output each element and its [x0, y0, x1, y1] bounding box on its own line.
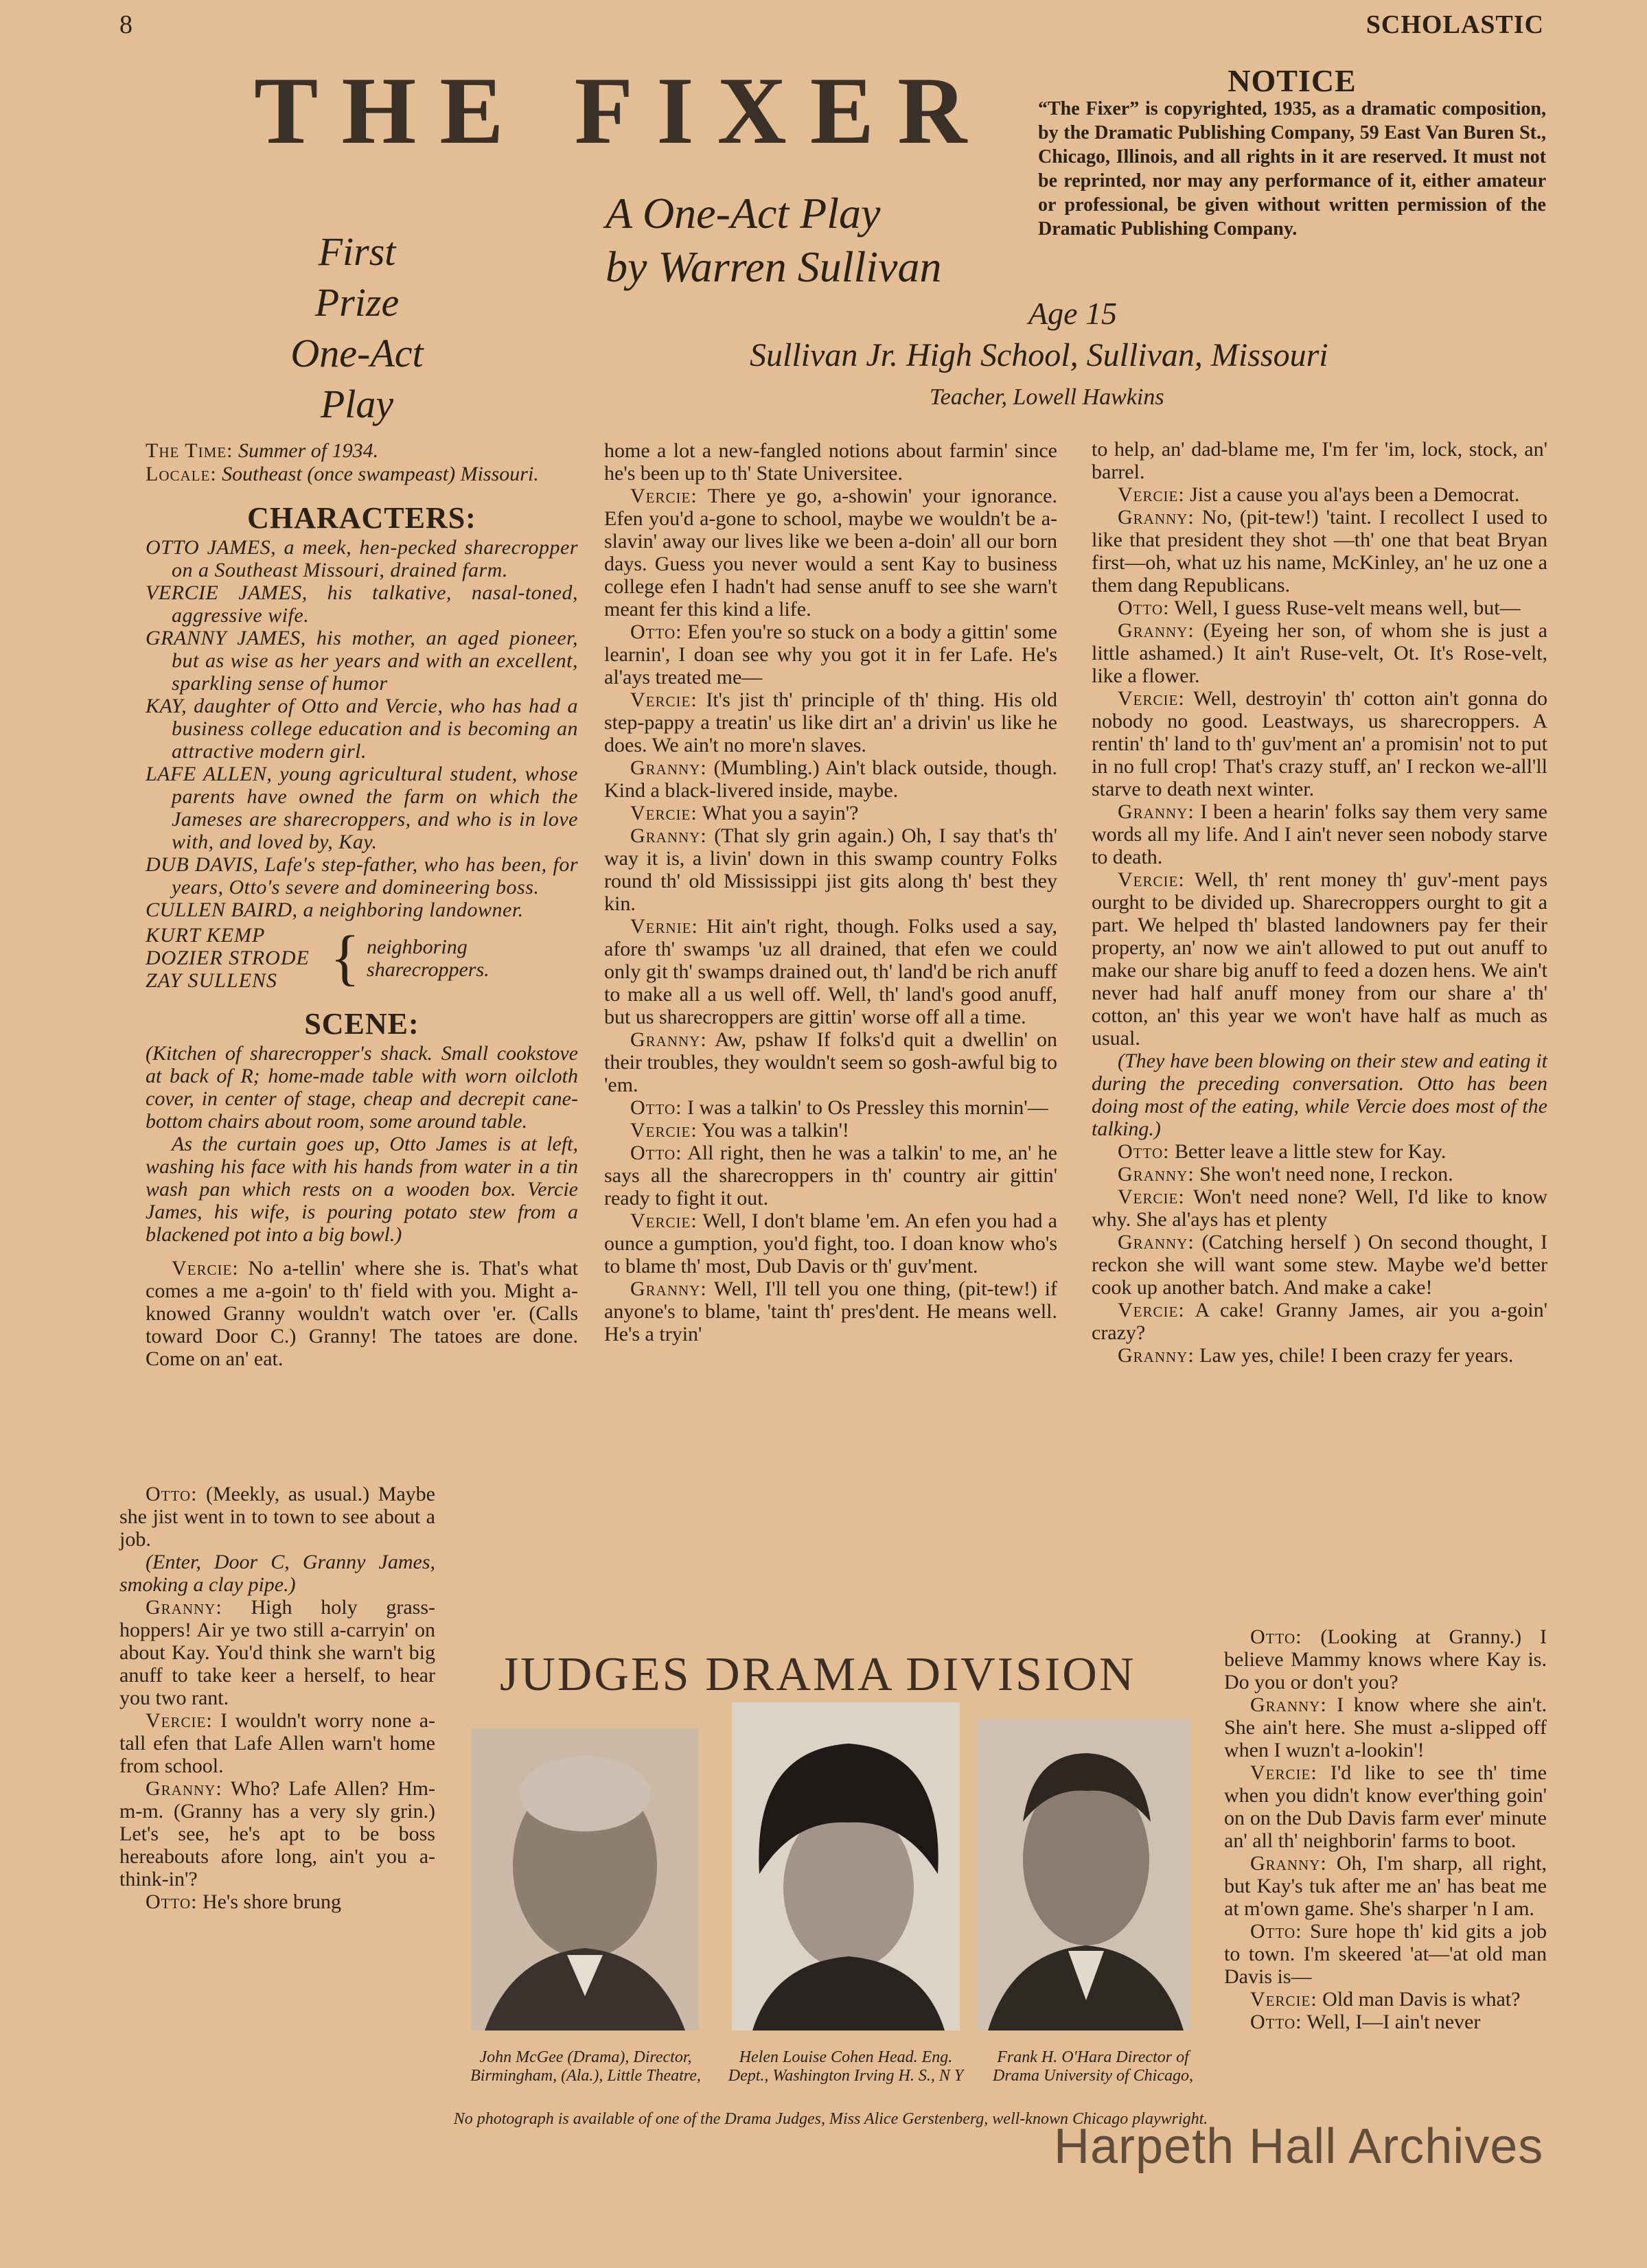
dialogue-line — [119, 1709, 435, 1777]
speaker-name: Vercie: — [1118, 1185, 1185, 1208]
dialogue-line — [604, 688, 1057, 756]
group-description: neighboring sharecroppers. — [367, 935, 490, 981]
dialogue-text: (Looking at Granny.) I believe Mammy knows where Kay is. Do you or don't you? — [1224, 1625, 1547, 1693]
dialogue-text: He's shore brung — [202, 1890, 341, 1913]
dialogue-text: What you a sayin'? — [702, 802, 859, 824]
subtitle-line: A One-Act Play — [606, 189, 881, 238]
dialogue-line — [119, 1596, 435, 1709]
dialogue-text: Well, I—I ain't never — [1306, 2011, 1481, 2033]
dialogue-text: No a-tellin' where she is. That's what comes a me a-goin' to th' field with you. Might a-knowed Granny wouldn't watch over 'er. (Calls toward Door C.) Granny! The tatoes are done. Come on an' eat. — [146, 1257, 578, 1370]
dialogue-text: She won't need none, I reckon. — [1199, 1163, 1453, 1185]
speaker-name: Vernie: — [630, 915, 698, 938]
dialogue-text: I been a hearin' folks say them very same words all my life. And I ain't never seen nobody starve to death. — [1092, 800, 1547, 868]
speaker-name: Otto: — [1118, 597, 1170, 619]
dialogue-line — [119, 1551, 435, 1596]
dialogue-line — [1224, 1988, 1547, 2011]
dialogue-line — [1092, 438, 1547, 483]
dialogue-line — [604, 756, 1057, 802]
dialogue-line — [1224, 1693, 1547, 1761]
column-2 — [604, 439, 1057, 1345]
speaker-name: Vercie: — [1118, 868, 1185, 891]
dialogue-line — [119, 1777, 435, 1890]
dialogue-text: (Enter, Door C, Granny James, smoking a clay pipe.) — [119, 1551, 435, 1596]
dialogue-line — [1224, 1920, 1547, 1988]
character-entry: DUB DAVIS, Lafe's step-father, who has been, for years, Otto's severe and domineering boss. — [146, 853, 578, 899]
speaker-name: Otto: — [1118, 1140, 1170, 1163]
speaker-name: Granny: — [1118, 506, 1195, 529]
scene-paragraph: (Kitchen of sharecropper's shack. Small cookstove at back of R; home-made table with worn oilcloth cover, in center of stage, cheap and decrepit cane-bottom chairs about room, some around table. — [146, 1042, 578, 1133]
photo-note: No photograph is available of one of the Drama Judges, Miss Alice Gerstenberg, well-known Chicago playwright. — [453, 2110, 1208, 2128]
dialogue-block — [146, 1257, 578, 1370]
judge-photo-helen-cohen — [732, 1702, 960, 2030]
dialogue-line — [1092, 1163, 1547, 1185]
speaker-name: Otto: — [630, 621, 682, 643]
dialogue-text: A cake! Granny James, air you a-goin' crazy? — [1092, 1299, 1547, 1344]
dialogue-line — [1092, 868, 1547, 1050]
dialogue-block — [1224, 1625, 1547, 2033]
subtitle-line: by Warren Sullivan — [606, 242, 942, 291]
speaker-name: Vercie: — [1118, 687, 1185, 710]
dialogue-text: Law yes, chile! I been crazy fer years. — [1199, 1344, 1514, 1367]
speaker-name: Vercie: — [146, 1709, 213, 1732]
dialogue-line — [1092, 687, 1547, 800]
dialogue-line — [604, 802, 1057, 824]
speaker-name: Granny: — [146, 1777, 222, 1800]
speaker-name: Vercie: — [630, 802, 698, 824]
speaker-name: Vercie: — [630, 485, 698, 507]
speaker-name: Otto: — [630, 1096, 682, 1119]
dialogue-text: High holy grass-hoppers! Air ye two still a-carryin' on about Kay. You'd think she warn't big anuff to take keer a herself, to hear you two rant. — [119, 1596, 435, 1709]
notice-text: “The Fixer” is copyrighted, 1935, as a dramatic composition, by the Dramatic Publishing Company, 59 East Van Buren St., Chicago, Illinois, and all rights in it are reserved. It must not be reprinted, nor may any performance of it, either amateur or professional, be given without written permission of the Dramatic Publishing Company. — [1038, 98, 1546, 240]
dialogue-line — [604, 1096, 1057, 1119]
locale-row — [146, 463, 578, 486]
dialogue-line — [1224, 2011, 1547, 2033]
dialogue-text: (They have been blowing on their stew and eating it during the preceding conversation. Otto has been doing most of the eating, while Vercie does most of the talking.) — [1092, 1050, 1547, 1140]
author-teacher: Teacher, Lowell Hawkins — [930, 384, 1164, 410]
speaker-name: Otto: — [1250, 1920, 1302, 1943]
speaker-name: Vercie: — [630, 1119, 698, 1142]
dialogue-text: You was a talkin'! — [702, 1119, 849, 1142]
author-school: Sullivan Jr. High School, Sullivan, Missouri — [750, 337, 1328, 373]
speaker-name: Granny: — [1118, 800, 1195, 823]
dialogue-text: Well, th' rent money th' guv'-ment pays ourght to be divided up. Sharecroppers ourght to git a part. We helped th' blasted landowners pay fer their property, an' now we ain't allowed to put out anuff to make our share big anuff to feed a dozen hens. We ain't never had half anuff money from our share a' th' cotton, an' this year we won't have half as much as usual. — [1092, 868, 1547, 1050]
author-age: Age 15 — [1028, 296, 1118, 331]
magazine-name: SCHOLASTIC — [1366, 10, 1544, 39]
prize-line: One-Act — [290, 331, 424, 375]
dialogue-text: Sure hope th' kid gits a job to town. I'm skeered 'at—'at old man Davis is— — [1224, 1920, 1547, 1988]
dialogue-line — [1092, 619, 1547, 687]
dialogue-line — [1224, 1852, 1547, 1920]
judge-caption: John McGee (Drama), Director, Birmingham, (Ala.), Little Theatre, — [470, 2048, 701, 2085]
dialogue-line — [604, 621, 1057, 688]
dialogue-line — [146, 1257, 578, 1370]
dialogue-text: Efen you're so stuck on a body a gittin' some learnin', I doan see why you got it in fer Lafe. He's al'ays treated me— — [604, 621, 1057, 688]
judges-title: JUDGES DRAMA DIVISION — [500, 1648, 1136, 1701]
dialogue-text: I know where she ain't. She ain't here. She must a-slipped off when I wuzn't a-lookin'! — [1224, 1693, 1547, 1761]
dialogue-line — [1092, 1185, 1547, 1231]
copyright-notice — [1038, 63, 1546, 241]
dialogue-line — [604, 1210, 1057, 1277]
dialogue-text: I'd like to see th' time when you didn't know ever'thing goin' on on the Dub Davis farm ever' minute an' all th' neighborin' farms to boot. — [1224, 1761, 1547, 1852]
dialogue-text: (Catching herself ) On second thought, I reckon she will want some stew. Maybe we'd better cook up another batch. And make a cake! — [1092, 1231, 1548, 1299]
dialogue-text: It's jist th' principle of th' thing. His old step-pappy a treatin' us like dirt an' a drivin' us like he does. We ain't no more'n slaves. — [604, 688, 1057, 756]
judge-caption: Helen Louise Cohen Head. Eng. Dept., Washington Irving H. S., N Y — [728, 2048, 964, 2085]
dialogue-line — [1092, 1344, 1547, 1367]
speaker-name: Granny: — [1250, 1693, 1327, 1716]
group-names — [146, 924, 310, 992]
play-title: THE FIXER — [254, 58, 991, 164]
locale-value: Southeast (once swampeast) Missouri. — [222, 463, 539, 485]
character-entry: OTTO JAMES, a meek, hen-pecked sharecropper on a Southeast Missouri, drained farm. — [146, 536, 578, 581]
dialogue-line — [1092, 1050, 1547, 1140]
speaker-name: Vercie: — [1118, 483, 1185, 506]
characters-heading: CHARACTERS: — [247, 501, 476, 535]
dialogue-line — [604, 1277, 1057, 1345]
speaker-name: Otto: — [630, 1142, 682, 1164]
dialogue-line — [1224, 1761, 1547, 1852]
dialogue-text: home a lot a new-fangled notions about farmin' since he's been up to th' State Universitee. — [604, 439, 1057, 485]
time-locale — [146, 439, 578, 486]
prize-label — [261, 227, 453, 430]
judge-photo-john-mcgee — [471, 1728, 699, 2030]
dialogue-text: Well, I don't blame 'em. An efen you had a ounce a gumption, you'd fight, too. I doan know who's to blame th' most, Dub Davis or th' guv'ment. — [604, 1210, 1057, 1277]
speaker-name: Vercie: — [630, 1210, 698, 1232]
column-3 — [1092, 438, 1547, 1367]
character-name: ZAY SULLENS — [146, 969, 277, 992]
column-1 — [146, 439, 578, 1370]
dialogue-line — [119, 1483, 435, 1551]
brace-icon: { — [330, 923, 360, 992]
speaker-name: Granny: — [1118, 619, 1195, 642]
speaker-name: Granny: — [1118, 1344, 1195, 1367]
dialogue-text: Who? Lafe Allen? Hm-m-m. (Granny has a very sly grin.) Let's see, he's apt to be boss hereabouts afore long, ain't you a-think-in'? — [119, 1777, 435, 1890]
dialogue-text: Aw, pshaw If folks'd quit a dwellin' on their troubles, they wouldn't seem so gosh-awful big to 'em. — [604, 1028, 1057, 1096]
speaker-name: Granny: — [630, 1277, 707, 1300]
character-group — [146, 924, 578, 992]
dialogue-text: Well, destroyin' th' cotton ain't gonna do nobody no good. Leastways, us sharecroppers. A rentin' th' land to th' guv'ment an' a promisin' not to put in no full crop! That's crazy stuff, an' I reckon we-all'll starve to death next winter. — [1092, 687, 1547, 800]
speaker-name: Granny: — [1118, 1163, 1195, 1185]
locale-label: Locale: — [146, 463, 217, 485]
speaker-name: Vercie: — [172, 1257, 239, 1280]
dialogue-text: All right, then he was a talkin' to me, an' he says all the sharecroppers in th' country air gittin' ready to fight it out. — [604, 1142, 1057, 1210]
prize-line: Play — [320, 382, 394, 426]
character-entry: VERCIE JAMES, his talkative, nasal-toned, aggressive wife. — [146, 581, 578, 627]
dialogue-line — [604, 1119, 1057, 1142]
dialogue-text: Oh, I'm sharp, all right, but Kay's tuk after me an' has beat me at m'own game. She's sharper 'n I am. — [1224, 1852, 1547, 1920]
dialogue-text: Won't need none? Well, I'd like to know why. She al'ays has et plenty — [1092, 1185, 1547, 1231]
notice-heading: NOTICE — [1228, 63, 1357, 98]
speaker-name: Granny: — [1118, 1231, 1195, 1253]
dialogue-line — [1092, 597, 1547, 619]
time-label: The Time: — [146, 439, 233, 462]
archive-watermark: Harpeth Hall Archives — [1054, 2119, 1544, 2174]
speaker-name: Granny: — [1250, 1852, 1327, 1875]
speaker-name: Otto: — [1250, 1625, 1302, 1648]
dialogue-line — [604, 485, 1057, 621]
dialogue-text: I wouldn't worry none a-tall efen that Lafe Allen warn't home from school. — [119, 1709, 436, 1777]
dialogue-text: (Eyeing her son, of whom she is just a little ashamed.) It ain't Ruse-velt, Ot. It's Rose-velt, like a flower. — [1092, 619, 1547, 687]
speaker-name: Granny: — [630, 756, 707, 779]
dialogue-line — [1224, 1625, 1547, 1693]
dialogue-block — [119, 1483, 435, 1913]
character-entry: LAFE ALLEN, young agricultural student, whose parents have owned the farm on which the Jameses are sharecroppers, and who is in love with, and loved by, Kay. — [146, 763, 578, 853]
dialogue-text: I was a talkin' to Os Pressley this mornin'— — [687, 1096, 1048, 1119]
dialogue-line — [604, 1028, 1057, 1096]
speaker-name: Granny: — [146, 1596, 222, 1619]
prize-line: Prize — [314, 280, 400, 325]
dialogue-line — [1092, 1140, 1547, 1163]
dialogue-text: Hit ain't right, though. Folks used a say, afore th' swamps 'uz all drained, that efen we could only git th' swamps drained out, th' land'd be rich anuff to make all a us well off. Well, th' land's good anuff, but us sharecroppers are gittin' worse off all a time. — [604, 915, 1058, 1028]
time-row — [146, 439, 578, 463]
dialogue-line — [1092, 483, 1547, 506]
dialogue-text: Better leave a little stew for Kay. — [1174, 1140, 1447, 1163]
character-name: DOZIER STRODE — [146, 947, 310, 969]
dialogue-text: (Mumbling.) Ain't black outside, though. Kind a black-livered inside, maybe. — [604, 756, 1057, 802]
scene-heading: SCENE: — [304, 1007, 419, 1041]
speaker-name: Granny: — [630, 824, 707, 847]
dialogue-text: to help, an' dad-blame me, I'm fer 'im, lock, stock, an' barrel. — [1092, 438, 1547, 483]
dialogue-line — [1092, 1299, 1547, 1344]
speaker-name: Otto: — [146, 1890, 198, 1913]
speaker-name: Vercie: — [630, 688, 698, 711]
dialogue-line — [119, 1890, 435, 1913]
speaker-name: Vercie: — [1250, 1988, 1317, 2011]
prize-line: First — [318, 229, 396, 274]
page-number: 8 — [119, 10, 133, 39]
scene-description — [146, 1042, 578, 1246]
dialogue-line — [604, 439, 1057, 485]
speaker-name: Granny: — [630, 1028, 707, 1051]
speaker-name: Vercie: — [1118, 1299, 1185, 1321]
dialogue-text: No, (pit-tew!) 'taint. I recollect I used to like that president they shot —th' one that beat Bryan first—oh, what uz his name, McKinley, an' he uz one a them dang Republicans. — [1092, 506, 1548, 597]
play-subtitle — [606, 187, 941, 294]
dialogue-line — [604, 915, 1057, 1028]
dialogue-text: Well, I'll tell you one thing, (pit-tew!) if anyone's to blame, 'taint th' pres'dent. He means well. He's a tryin' — [604, 1277, 1057, 1345]
character-entry: CULLEN BAIRD, a neighboring landowner. — [146, 899, 524, 921]
character-list — [146, 536, 578, 921]
dialogue-line — [1092, 800, 1547, 868]
character-entry: GRANNY JAMES, his mother, an aged pioneer, but as wise as her years and with an excellent, sparkling sense of humor — [146, 627, 578, 695]
dialogue-line — [604, 824, 1057, 915]
dialogue-line — [1092, 1231, 1547, 1299]
character-name: KURT KEMP — [146, 924, 266, 947]
dialogue-text: Old man Davis is what? — [1322, 1988, 1521, 2011]
dialogue-text: There ye go, a-showin' your ignorance. Efen you'd a-gone to school, maybe we wouldn't be a-slavin' away our lives like we been a-doin' all our born days. Guess you never would a sent Kay to business college efen I hadn't had sense anuff to see she warn't meant fer this kind a life. — [604, 485, 1057, 621]
dialogue-line — [1092, 506, 1547, 597]
speaker-name: Otto: — [1250, 2011, 1302, 2033]
speaker-name: Vercie: — [1250, 1761, 1317, 1784]
speaker-name: Otto: — [146, 1483, 198, 1505]
dialogue-text: Well, I guess Ruse-velt means well, but— — [1174, 597, 1521, 619]
judge-photo-frank-ohara — [978, 1719, 1190, 2030]
scene-paragraph: As the curtain goes up, Otto James is at left, washing his face with his hands from water in a tin wash pan which rests on a wooden box. Vercie James, his wife, is pouring potato stew from a blackened pot into a big bowl.) — [146, 1133, 578, 1246]
character-entry: KAY, daughter of Otto and Vercie, who has had a business college education and is becoming an attractive modern girl. — [146, 695, 578, 763]
dialogue-text: Jist a cause you al'ays been a Democrat. — [1190, 483, 1520, 506]
dialogue-line — [604, 1142, 1057, 1210]
time-value: Summer of 1934. — [238, 439, 379, 462]
dialogue-text: (Meekly, as usual.) Maybe she jist went in to town to see about a job. — [119, 1483, 435, 1551]
judge-caption: Frank H. O'Hara Director of Drama University of Chicago, — [993, 2048, 1193, 2085]
dialogue-text: (That sly grin again.) Oh, I say that's th' way it is, a livin' down in this swamp country Folks round th' old Mississippi jist gits along th' best they kin. — [604, 824, 1057, 915]
